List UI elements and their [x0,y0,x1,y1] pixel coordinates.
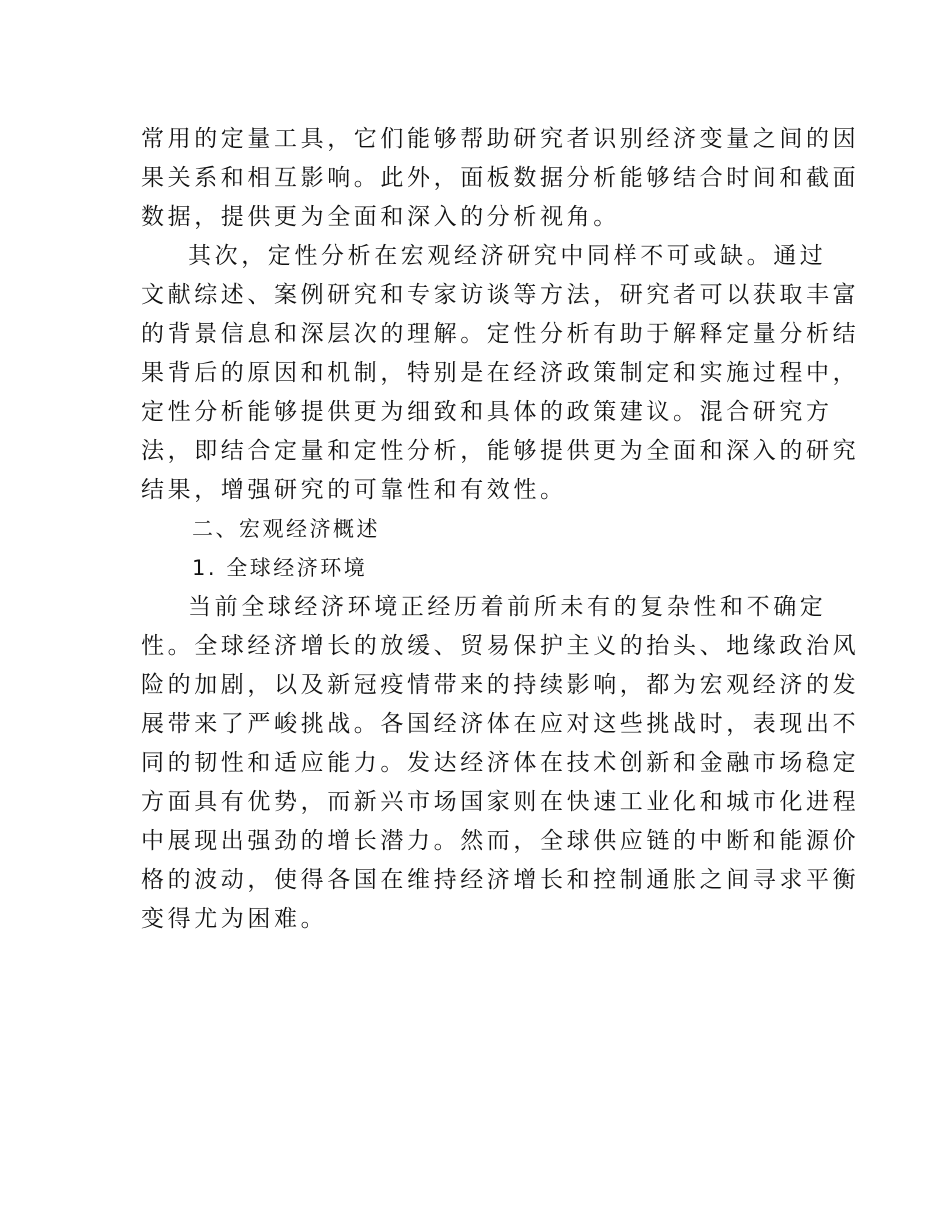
text-line: 的背景信息和深层次的理解。定性分析有助于解释定量分析结 [141,321,860,347]
text-line: 险的加剧，以及新冠疫情带来的持续影响，都为宏观经济的发 [141,672,860,698]
text-line: 文献综述、案例研究和专家访谈等方法，研究者可以获取丰富 [141,282,860,308]
text-line: 其次，定性分析在宏观经济研究中同样不可或缺。通过 [188,243,827,269]
text-line: 数据，提供更为全面和深入的分析视角。 [141,204,620,230]
text-line: 定性分析能够提供更为细致和具体的政策建议。混合研究方 [141,399,833,425]
text-line: 结果，增强研究的可靠性和有效性。 [141,477,567,503]
subsection-heading-global-environment [141,549,816,588]
text-line: 展带来了严峻挑战。各国经济体在应对这些挑战时，表现出不 [141,711,860,737]
text-line: 格的波动，使得各国在维持经济增长和控制通胀之间寻求平衡 [141,867,860,893]
text-line: 1. 全球经济环境 [192,556,368,580]
text-line: 中展现出强劲的增长潜力。然而，全球供应链的中断和能源价 [141,828,860,854]
text-line: 法，即结合定量和定性分析，能够提供更为全面和深入的研究 [141,438,860,464]
text-line: 二、宏观经济概述 [192,517,380,541]
text-line: 性。全球经济增长的放缓、贸易保护主义的抬头、地缘政治风 [141,633,860,659]
text-line: 方面具有优势，而新兴市场国家则在快速工业化和城市化进程 [141,789,860,815]
paragraph-qualitative-analysis [141,237,860,510]
section-heading-macroeconomic-overview [141,510,816,549]
text-line: 果背后的原因和机制，特别是在经济政策制定和实施过程中， [141,360,860,386]
text-line: 同的韧性和适应能力。发达经济体在技术创新和金融市场稳定 [141,750,860,776]
paragraph-global-economy [141,588,860,939]
paragraph-quantitative-tools [141,120,860,237]
text-line: 当前全球经济环境正经历着前所未有的复杂性和不确定 [188,594,827,620]
document-body [141,120,860,939]
text-line: 果关系和相互影响。此外，面板数据分析能够结合时间和截面 [141,165,860,191]
text-line: 常用的定量工具，它们能够帮助研究者识别经济变量之间的因 [141,126,860,152]
text-line: 变得尤为困难。 [141,906,328,932]
